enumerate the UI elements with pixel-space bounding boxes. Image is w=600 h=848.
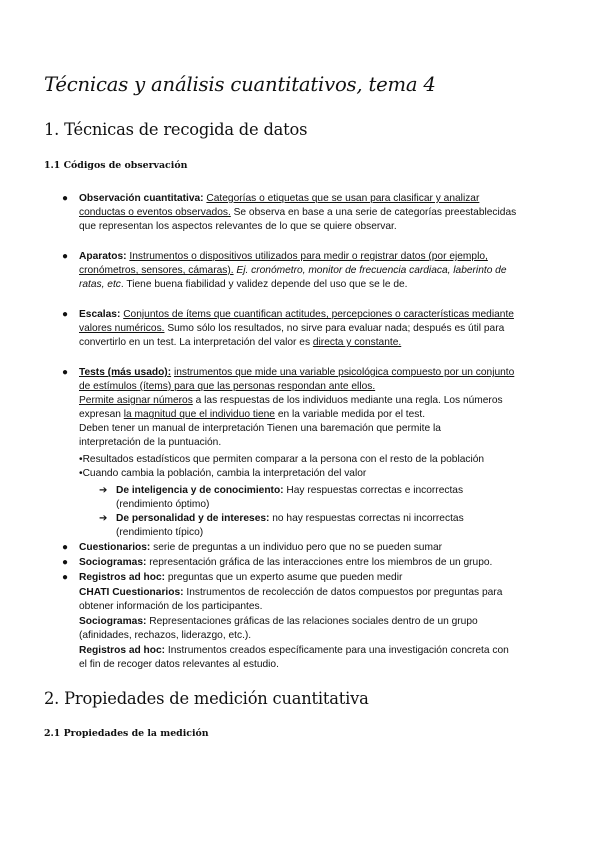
item-text: . Tiene buena fiabilidad y validez depende del uso que se le de. — [120, 279, 408, 290]
item-escalas-line2 — [79, 322, 504, 336]
item-definition: valores numéricos. — [79, 323, 165, 334]
item-registros-cuestionarios-line2: obtener información de los participantes. — [79, 601, 263, 612]
item-escalas-line1 — [79, 308, 514, 322]
bullet-icon: ● — [62, 251, 69, 262]
subitem-personalidad-line1 — [116, 512, 464, 526]
item-emphasis: la magnitud que el individuo tiene — [123, 409, 275, 420]
item-label: Sociogramas: — [79, 616, 147, 627]
item-tests-line6: interpretación de la puntuación. — [79, 437, 222, 448]
item-definition: Instrumentos o dispositivos utilizados para medir o registrar datos (por ejemplo, — [129, 251, 488, 262]
section-heading-2: 2. Propiedades de medición cuantitativa — [44, 689, 369, 708]
item-definition: instrumentos que mide una variable psicológica compuesto por un conjunto — [173, 367, 515, 378]
item-definition: Conjuntos de ítems que cuantifican actitudes, percepciones o características mediante — [123, 309, 514, 320]
item-registros — [79, 571, 402, 585]
subsection-heading-2-1: 2.1 Propiedades de la medición — [44, 728, 209, 739]
item-tests-line2 — [79, 380, 375, 394]
item-text: preguntas que un experto asume que pueden medir — [165, 572, 403, 583]
item-tests-line1 — [79, 366, 514, 380]
item-label: Aparatos: — [79, 251, 127, 262]
item-label: Registros ad hoc: — [79, 645, 166, 656]
item-registros-cuestionarios-line1 — [79, 586, 502, 600]
item-text: representación gráfica de las interacciones entre los miembros de un grupo. — [146, 557, 493, 568]
item-registros-adhoc-line2: el fin de recoger datos relevantes al estudio. — [79, 659, 279, 670]
subitem-inteligencia-line2: (rendimiento óptimo) — [116, 499, 210, 510]
item-aparatos-line1 — [79, 250, 488, 264]
item-tests-line5: Deben tener un manual de interpretación Tienen una baremación que permite la — [79, 423, 441, 434]
item-label: CHATI Cuestionarios: — [79, 587, 184, 598]
item-label: Cuestionarios: — [79, 542, 151, 553]
item-emphasis: directa y constante. — [312, 337, 402, 348]
item-tests-line7: •Resultados estadísticos que permiten comparar a la persona con el resto de la población — [79, 454, 485, 465]
item-label: Escalas: — [79, 309, 121, 320]
item-text: Sumo sólo los resultados, no sirve para evaluar nada; después es útil para — [164, 323, 505, 334]
item-text: Instrumentos creados específicamente para una investigación concreta con — [165, 645, 509, 656]
item-text: Representaciones gráficas de las relaciones sociales dentro de un grupo — [146, 616, 478, 627]
item-text: a las respuestas de los individuos mediante una regla. Los números — [192, 395, 503, 406]
item-text: en la variable medida por el test. — [274, 409, 426, 420]
item-text: Se observa en base a una serie de categorías preestablecidas — [230, 207, 517, 218]
subitem-text: Hay respuestas correctas e incorrectas — [283, 485, 464, 496]
arrow-right-icon: ➔ — [99, 513, 108, 524]
section-heading-1: 1. Técnicas de recogida de datos — [44, 120, 308, 139]
subitem-personalidad-line2: (rendimiento típico) — [116, 527, 204, 538]
item-cuestionarios — [79, 541, 442, 555]
item-observacion-line2 — [79, 206, 516, 220]
item-text: serie de preguntas a un individuo pero que no se pueden sumar — [150, 542, 443, 553]
bullet-icon: ● — [62, 557, 69, 568]
item-example: ratas, etc — [79, 279, 121, 290]
item-definition: Categorías o etiquetas que se usan para clasificar y analizar — [206, 193, 480, 204]
subitem-inteligencia-line1 — [116, 484, 463, 498]
item-text: expresan — [79, 409, 124, 420]
item-observacion-line1 — [79, 192, 479, 206]
item-tests-line4 — [79, 408, 425, 422]
bullet-icon: ● — [62, 542, 69, 553]
item-observacion-line3: que representan los aspectos relevantes de lo que se quiere observar. — [79, 221, 397, 232]
item-definition: de estímulos (ítems) para que las personas respondan ante ellos. — [79, 381, 376, 392]
item-label: Registros ad hoc: — [79, 572, 166, 583]
item-sociogramas — [79, 556, 492, 570]
item-emphasis: Permite asignar números — [79, 395, 193, 406]
arrow-right-icon: ➔ — [99, 485, 108, 496]
subitem-label: De personalidad y de intereses: — [116, 513, 270, 524]
item-definition: cronómetros, sensores, cámaras). — [79, 265, 234, 276]
item-text: convertirlo en un test. La interpretación del valor es — [79, 337, 313, 348]
item-aparatos-line2 — [79, 264, 507, 278]
item-label: Observación cuantitativa: — [79, 193, 204, 204]
item-escalas-line3 — [79, 336, 401, 350]
item-aparatos-line3 — [79, 278, 408, 292]
bullet-icon: ● — [62, 367, 69, 378]
item-definition: conductas o eventos observados. — [79, 207, 231, 218]
item-registros-sociogramas-line2: (afinidades, rechazos, liderazgo, etc.). — [79, 630, 252, 641]
item-registros-adhoc-line1 — [79, 644, 509, 658]
item-label: Sociogramas: — [79, 557, 147, 568]
bullet-icon: ● — [62, 193, 69, 204]
item-label: Tests (más usado): — [79, 367, 172, 378]
item-tests-line8: •Cuando cambia la población, cambia la interpretación del valor — [79, 468, 367, 479]
subsection-heading-1-1: 1.1 Códigos de observación — [44, 160, 188, 171]
document-title: Técnicas y análisis cuantitativos, tema 4 — [44, 73, 436, 96]
bullet-icon: ● — [62, 309, 69, 320]
subitem-label: De inteligencia y de conocimiento: — [116, 485, 284, 496]
item-tests-line3 — [79, 394, 503, 408]
item-registros-sociogramas-line1 — [79, 615, 478, 629]
item-example: Ej. cronómetro, monitor de frecuencia cardiaca, laberinto de — [233, 265, 507, 276]
item-text: Instrumentos de recolección de datos compuestos por preguntas para — [183, 587, 503, 598]
subitem-text: no hay respuestas correctas ni incorrectas — [269, 513, 464, 524]
bullet-icon: ● — [62, 572, 69, 583]
